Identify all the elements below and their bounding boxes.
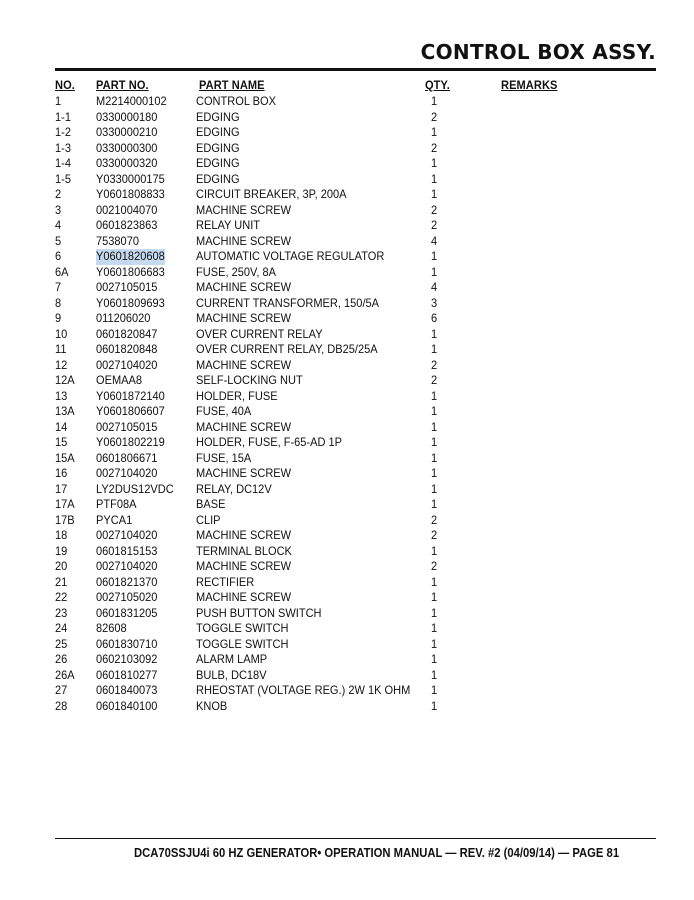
page-title: CONTROL BOX ASSY.	[420, 40, 656, 64]
part-number: 0330000180	[96, 109, 158, 124]
part-name: TOGGLE SWITCH	[196, 621, 289, 635]
quantity: 1	[431, 125, 438, 139]
quantity: 1	[431, 497, 438, 511]
part-number: 0601815153	[96, 543, 158, 558]
quantity: 1	[431, 450, 438, 465]
part-name: RELAY UNIT	[196, 218, 261, 232]
part-number: 0330000300	[96, 140, 158, 155]
item-number: 7	[55, 280, 62, 294]
table-row	[0, 265, 694, 281]
table-row	[0, 94, 694, 110]
item-number: 17B	[55, 512, 75, 527]
part-name: HOLDER, FUSE, F-65-AD 1P	[196, 435, 343, 449]
quantity: 1	[431, 326, 438, 341]
quantity: 1	[431, 156, 438, 170]
table-row	[0, 141, 694, 157]
part-name: MACHINE SCREW	[196, 559, 292, 573]
table-row	[0, 327, 694, 343]
quantity: 2	[431, 559, 438, 573]
item-number: 3	[55, 202, 62, 217]
item-number: 21	[55, 574, 68, 589]
part-number: Y0601872140	[96, 388, 165, 403]
part-number: Y0601809693	[96, 295, 165, 310]
part-name: MACHINE SCREW	[196, 280, 292, 294]
part-name: FUSE, 15A	[196, 450, 252, 465]
table-row	[0, 528, 694, 544]
quantity: 1	[431, 574, 438, 589]
table-row	[0, 420, 694, 436]
part-name: PUSH BUTTON SWITCH	[196, 605, 322, 620]
part-name: CURRENT TRANSFORMER, 150/5A	[196, 295, 380, 310]
part-name: MACHINE SCREW	[196, 357, 292, 372]
item-number: 17A	[55, 497, 75, 511]
item-number: 11	[55, 342, 67, 356]
part-number: 0027105020	[96, 590, 158, 604]
quantity: 1	[431, 621, 438, 635]
quantity: 2	[431, 528, 438, 542]
quantity: 1	[431, 590, 438, 604]
part-name: OVER CURRENT RELAY	[196, 326, 323, 341]
table-row	[0, 497, 694, 513]
item-number: 2	[55, 187, 62, 201]
part-number: 82608	[96, 621, 127, 635]
part-name: OVER CURRENT RELAY, DB25/25A	[196, 342, 378, 356]
part-name: FUSE, 250V, 8A	[196, 264, 276, 279]
part-number: 0602103092	[96, 652, 158, 666]
part-name: MACHINE SCREW	[196, 590, 292, 604]
part-number: Y0601802219	[96, 435, 165, 449]
part-name: EDGING	[196, 109, 240, 124]
part-name: MACHINE SCREW	[196, 419, 292, 434]
part-number: 011206020	[96, 311, 151, 325]
quantity: 1	[431, 435, 438, 449]
part-number: Y0601808833	[96, 187, 165, 201]
item-number: 26A	[55, 667, 75, 682]
part-number: 0330000210	[96, 125, 158, 139]
table-row	[0, 203, 694, 219]
part-number: 0601840100	[96, 698, 158, 713]
item-number: 1-4	[55, 156, 71, 170]
table-row	[0, 187, 694, 203]
part-name: KNOB	[196, 698, 228, 713]
part-name: MACHINE SCREW	[196, 233, 292, 248]
item-number: 22	[55, 590, 68, 604]
part-number: Y0601806683	[96, 264, 165, 279]
table-row	[0, 637, 694, 653]
part-name: MACHINE SCREW	[196, 311, 292, 325]
item-number: 15	[55, 435, 68, 449]
table-row	[0, 110, 694, 126]
table-row	[0, 652, 694, 668]
table-row	[0, 234, 694, 250]
part-number: LY2DUS12VDC	[96, 481, 174, 496]
part-name: CLIP	[196, 512, 221, 527]
item-number: 6	[55, 249, 62, 263]
quantity: 2	[431, 218, 438, 232]
item-number: 23	[55, 605, 68, 620]
part-name: MACHINE SCREW	[196, 528, 292, 542]
quantity: 4	[431, 280, 438, 294]
part-name: HOLDER, FUSE	[196, 388, 278, 403]
part-number: Y0601806607	[96, 404, 165, 418]
table-row	[0, 668, 694, 684]
item-number: 18	[55, 528, 68, 542]
footer-text: DCA70SSJU4i 60 HZ GENERATOR• OPERATION MANUAL — REV. #2 (04/09/14) — PAGE 81	[134, 846, 620, 860]
quantity: 1	[431, 605, 438, 620]
part-name: ALARM LAMP	[196, 652, 268, 666]
item-number: 25	[55, 636, 68, 651]
part-number: Y0601820608	[96, 249, 165, 263]
item-number: 19	[55, 543, 68, 558]
part-number: 0330000320	[96, 156, 158, 170]
quantity: 2	[431, 373, 438, 387]
part-name: MACHINE SCREW	[196, 202, 292, 217]
table-row	[0, 435, 694, 451]
item-number: 8	[55, 295, 62, 310]
part-name: RHEOSTAT (VOLTAGE REG.) 2W 1K OHM	[196, 683, 411, 697]
item-number: 5	[55, 233, 62, 248]
item-number: 12A	[55, 373, 75, 387]
quantity: 1	[431, 342, 438, 356]
header-part-name: PART NAME	[199, 78, 265, 92]
item-number: 13	[55, 388, 68, 403]
table-row	[0, 296, 694, 312]
item-number: 9	[55, 311, 62, 325]
item-number: 17	[55, 481, 68, 496]
table-row	[0, 451, 694, 467]
table-header	[0, 78, 694, 92]
item-number: 27	[55, 683, 68, 697]
part-name: RELAY, DC12V	[196, 481, 272, 496]
part-name: CONTROL BOX	[196, 94, 276, 108]
part-number: 0027104020	[96, 357, 158, 372]
item-number: 16	[55, 466, 68, 480]
header-no: NO.	[55, 78, 75, 92]
part-number: 0601806671	[96, 450, 158, 465]
table-row	[0, 311, 694, 327]
table-row	[0, 559, 694, 575]
footer-divider	[55, 838, 656, 839]
table-row	[0, 172, 694, 188]
part-number: 0601840073	[96, 683, 158, 697]
part-name: EDGING	[196, 171, 240, 186]
table-row	[0, 373, 694, 389]
item-number: 14	[55, 419, 68, 434]
quantity: 1	[431, 419, 438, 434]
table-row	[0, 683, 694, 699]
quantity: 4	[431, 233, 438, 248]
part-name: BASE	[196, 497, 226, 511]
part-name: EDGING	[196, 140, 240, 155]
part-number: 0601821370	[96, 574, 158, 589]
part-name: TOGGLE SWITCH	[196, 636, 289, 651]
item-number: 10	[55, 326, 68, 341]
item-number: 1-2	[55, 125, 71, 139]
table-row	[0, 280, 694, 296]
header-qty: QTY.	[425, 78, 450, 92]
part-name: RECTIFIER	[196, 574, 255, 589]
part-number: 0027104020	[96, 559, 158, 573]
quantity: 1	[431, 94, 438, 108]
header-remarks: REMARKS	[501, 78, 558, 92]
part-number: PYCA1	[96, 512, 133, 527]
quantity: 1	[431, 249, 438, 263]
quantity: 1	[431, 683, 438, 697]
quantity: 1	[431, 187, 438, 201]
part-number: 0027105015	[96, 280, 158, 294]
item-number: 12	[55, 357, 68, 372]
table-row	[0, 125, 694, 141]
part-number: 0601820848	[96, 342, 158, 356]
part-number: M2214000102	[96, 94, 167, 108]
table-row	[0, 699, 694, 715]
table-row	[0, 590, 694, 606]
table-row	[0, 513, 694, 529]
table-row	[0, 389, 694, 405]
table-row	[0, 342, 694, 358]
quantity: 2	[431, 512, 438, 527]
quantity: 1	[431, 388, 438, 403]
quantity: 1	[431, 171, 438, 186]
part-name: EDGING	[196, 156, 240, 170]
item-number: 26	[55, 652, 68, 666]
quantity: 1	[431, 404, 438, 418]
item-number: 24	[55, 621, 68, 635]
item-number: 1-1	[55, 109, 71, 124]
part-name: FUSE, 40A	[196, 404, 252, 418]
table-row	[0, 544, 694, 560]
footer	[0, 846, 694, 860]
part-number: 0027105015	[96, 419, 158, 434]
item-number: 4	[55, 218, 62, 232]
quantity: 1	[431, 481, 438, 496]
part-number: 0601820847	[96, 326, 158, 341]
part-name: SELF-LOCKING NUT	[196, 373, 303, 387]
table-row	[0, 358, 694, 374]
part-name: EDGING	[196, 125, 240, 139]
table-row	[0, 249, 694, 265]
part-number: 0601830710	[96, 636, 158, 651]
part-name: CIRCUIT BREAKER, 3P, 200A	[196, 187, 347, 201]
table-row	[0, 218, 694, 234]
quantity: 1	[431, 636, 438, 651]
item-number: 28	[55, 698, 68, 713]
item-number: 1-3	[55, 140, 71, 155]
quantity: 2	[431, 140, 438, 155]
quantity: 6	[431, 311, 438, 325]
table-row	[0, 156, 694, 172]
part-number: Y0330000175	[96, 171, 165, 186]
header-part-no: PART NO.	[96, 78, 149, 92]
part-number: 0027104020	[96, 528, 158, 542]
part-number: OEMAA8	[96, 373, 143, 387]
item-number: 1	[55, 94, 62, 108]
table-row	[0, 466, 694, 482]
quantity: 2	[431, 202, 438, 217]
item-number: 1-5	[55, 171, 71, 186]
quantity: 1	[431, 652, 438, 666]
quantity: 3	[431, 295, 438, 310]
quantity: 1	[431, 264, 438, 279]
part-name: MACHINE SCREW	[196, 466, 292, 480]
quantity: 1	[431, 466, 438, 480]
table-row	[0, 606, 694, 622]
item-number: 13A	[55, 404, 75, 418]
part-number: 0021004070	[96, 202, 158, 217]
quantity: 2	[431, 109, 438, 124]
item-number: 6A	[55, 264, 69, 279]
table-row	[0, 482, 694, 498]
part-number: 0601823863	[96, 218, 158, 232]
table-row	[0, 621, 694, 637]
item-number: 20	[55, 559, 68, 573]
part-name: BULB, DC18V	[196, 667, 267, 682]
part-number: 7538070	[96, 233, 139, 248]
part-number: PTF08A	[96, 497, 137, 511]
part-number: 0601831205	[96, 605, 158, 620]
title-divider	[55, 68, 656, 71]
parts-table	[0, 94, 694, 714]
item-number: 15A	[55, 450, 75, 465]
part-number: 0027104020	[96, 466, 158, 480]
quantity: 1	[431, 543, 438, 558]
part-name: TERMINAL BLOCK	[196, 543, 292, 558]
part-name: AUTOMATIC VOLTAGE REGULATOR	[196, 249, 385, 263]
quantity: 1	[431, 698, 438, 713]
table-row	[0, 575, 694, 591]
table-row	[0, 404, 694, 420]
part-number: 0601810277	[96, 667, 158, 682]
quantity: 2	[431, 357, 438, 372]
quantity: 1	[431, 667, 438, 682]
